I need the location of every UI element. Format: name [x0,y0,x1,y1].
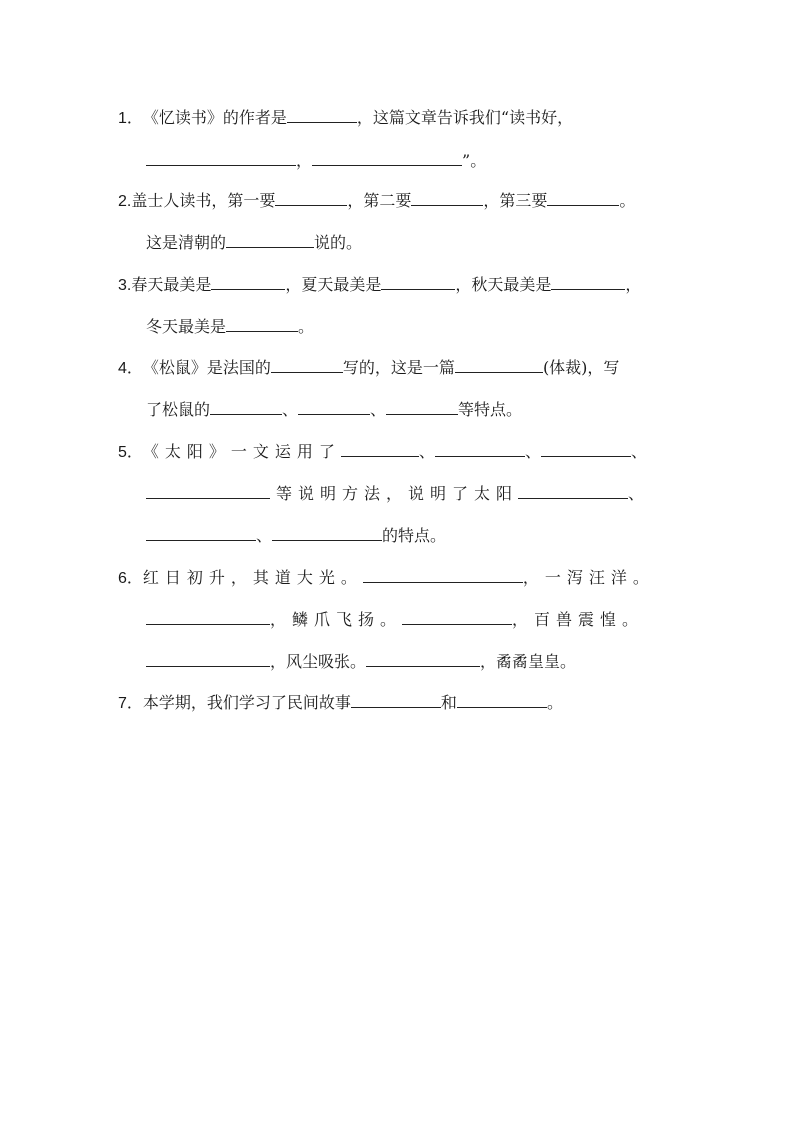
question-text: 冬天最美是 [146,317,227,336]
question-3-line-1 [118,270,641,300]
question-6-line-2 [146,605,644,635]
question-text: 红日初升，其道大光。 [142,568,363,587]
answer-blank[interactable] [381,271,455,290]
question-2-line-2 [146,228,362,258]
question-text: ，鳞爪飞扬。 [270,610,403,629]
question-text: ， [296,151,313,170]
question-text: 了松鼠的 [146,400,211,419]
answer-blank[interactable] [146,480,270,499]
question-2-line-1 [118,186,635,216]
answer-blank[interactable] [455,354,543,373]
question-text: 、 [282,400,299,419]
answer-blank[interactable] [457,689,547,708]
question-3-line-2 [146,312,314,342]
question-text: 、 [370,400,387,419]
question-text: 《松鼠》是法国的 [142,358,271,377]
question-1-line-1 [118,103,573,133]
answer-blank[interactable] [272,522,382,541]
answer-blank[interactable] [411,187,483,206]
question-text: 《太阳》一文运用了 [142,442,341,461]
answer-blank[interactable] [271,354,343,373]
answer-blank[interactable] [146,648,270,667]
answer-blank[interactable] [547,187,619,206]
question-number: 2. [118,193,132,210]
answer-blank[interactable] [211,271,285,290]
answer-blank[interactable] [226,229,314,248]
question-text: ，百兽震惶。 [512,610,645,629]
question-text: ，风尘吸张。 [270,652,367,671]
question-text: ”。 [462,151,487,170]
question-number: 4． [118,360,143,377]
question-text: 、 [524,442,541,461]
answer-blank[interactable] [518,480,628,499]
question-text: ，秋天最美是 [455,275,552,294]
question-6-line-3 [146,647,576,677]
question-number: 7． [118,695,143,712]
question-4-line-1 [118,353,619,383]
question-text: 《忆读书》的作者是 [142,108,287,127]
question-text: 、 [256,526,273,545]
question-number: 1． [118,110,143,127]
answer-blank[interactable] [341,438,419,457]
question-text: ， [625,275,642,294]
answer-blank[interactable] [366,648,480,667]
question-5-line-2 [146,479,644,509]
question-text: 。 [546,693,563,712]
question-text: 。 [619,191,636,210]
question-text: 、 [628,484,645,503]
question-text: ，一泻汪洋。 [522,568,655,587]
answer-blank[interactable] [551,271,625,290]
answer-blank[interactable] [435,438,525,457]
answer-blank[interactable] [226,313,298,332]
answer-blank[interactable] [312,147,462,166]
question-text: 。 [298,317,315,336]
question-5-line-1 [118,437,647,467]
question-text: 盖士人读书，第一要 [131,191,276,210]
question-text: 、 [630,442,647,461]
question-text: ，这篇文章告诉我们“读书好， [356,108,574,127]
question-1-line-2 [146,146,486,176]
question-number: 3. [118,277,132,294]
answer-blank[interactable] [298,396,370,415]
question-text: 、 [418,442,435,461]
question-number: 5． [118,444,143,461]
answer-blank[interactable] [541,438,631,457]
question-text: (体裁)，写 [542,358,620,377]
question-text: 说的。 [314,233,363,252]
answer-blank[interactable] [351,689,441,708]
answer-blank[interactable] [386,396,458,415]
question-text: 等特点。 [458,400,523,419]
answer-blank[interactable] [210,396,282,415]
question-text: 本学期，我们学习了民间故事 [142,693,351,712]
question-text: 的特点。 [382,526,447,545]
question-text: ，矞矞皇皇。 [480,652,577,671]
question-text: 和 [440,693,457,712]
question-4-line-2 [146,395,522,425]
question-text: ，夏天最美是 [285,275,382,294]
question-text: 写的，这是一篇 [342,358,455,377]
question-text: 等说明方法，说明了太阳 [276,484,519,503]
question-6-line-1 [118,563,655,593]
answer-blank[interactable] [146,522,256,541]
question-number: 6． [118,570,143,587]
question-7-line-1 [118,688,563,718]
question-5-line-3 [146,521,446,551]
answer-blank[interactable] [363,564,523,583]
question-text: ，第三要 [483,191,548,210]
question-text: 春天最美是 [131,275,212,294]
question-text: ，第二要 [347,191,412,210]
question-text: 这是清朝的 [146,233,227,252]
answer-blank[interactable] [275,187,347,206]
answer-blank[interactable] [287,104,357,123]
answer-blank[interactable] [402,606,512,625]
answer-blank[interactable] [146,147,296,166]
answer-blank[interactable] [146,606,270,625]
